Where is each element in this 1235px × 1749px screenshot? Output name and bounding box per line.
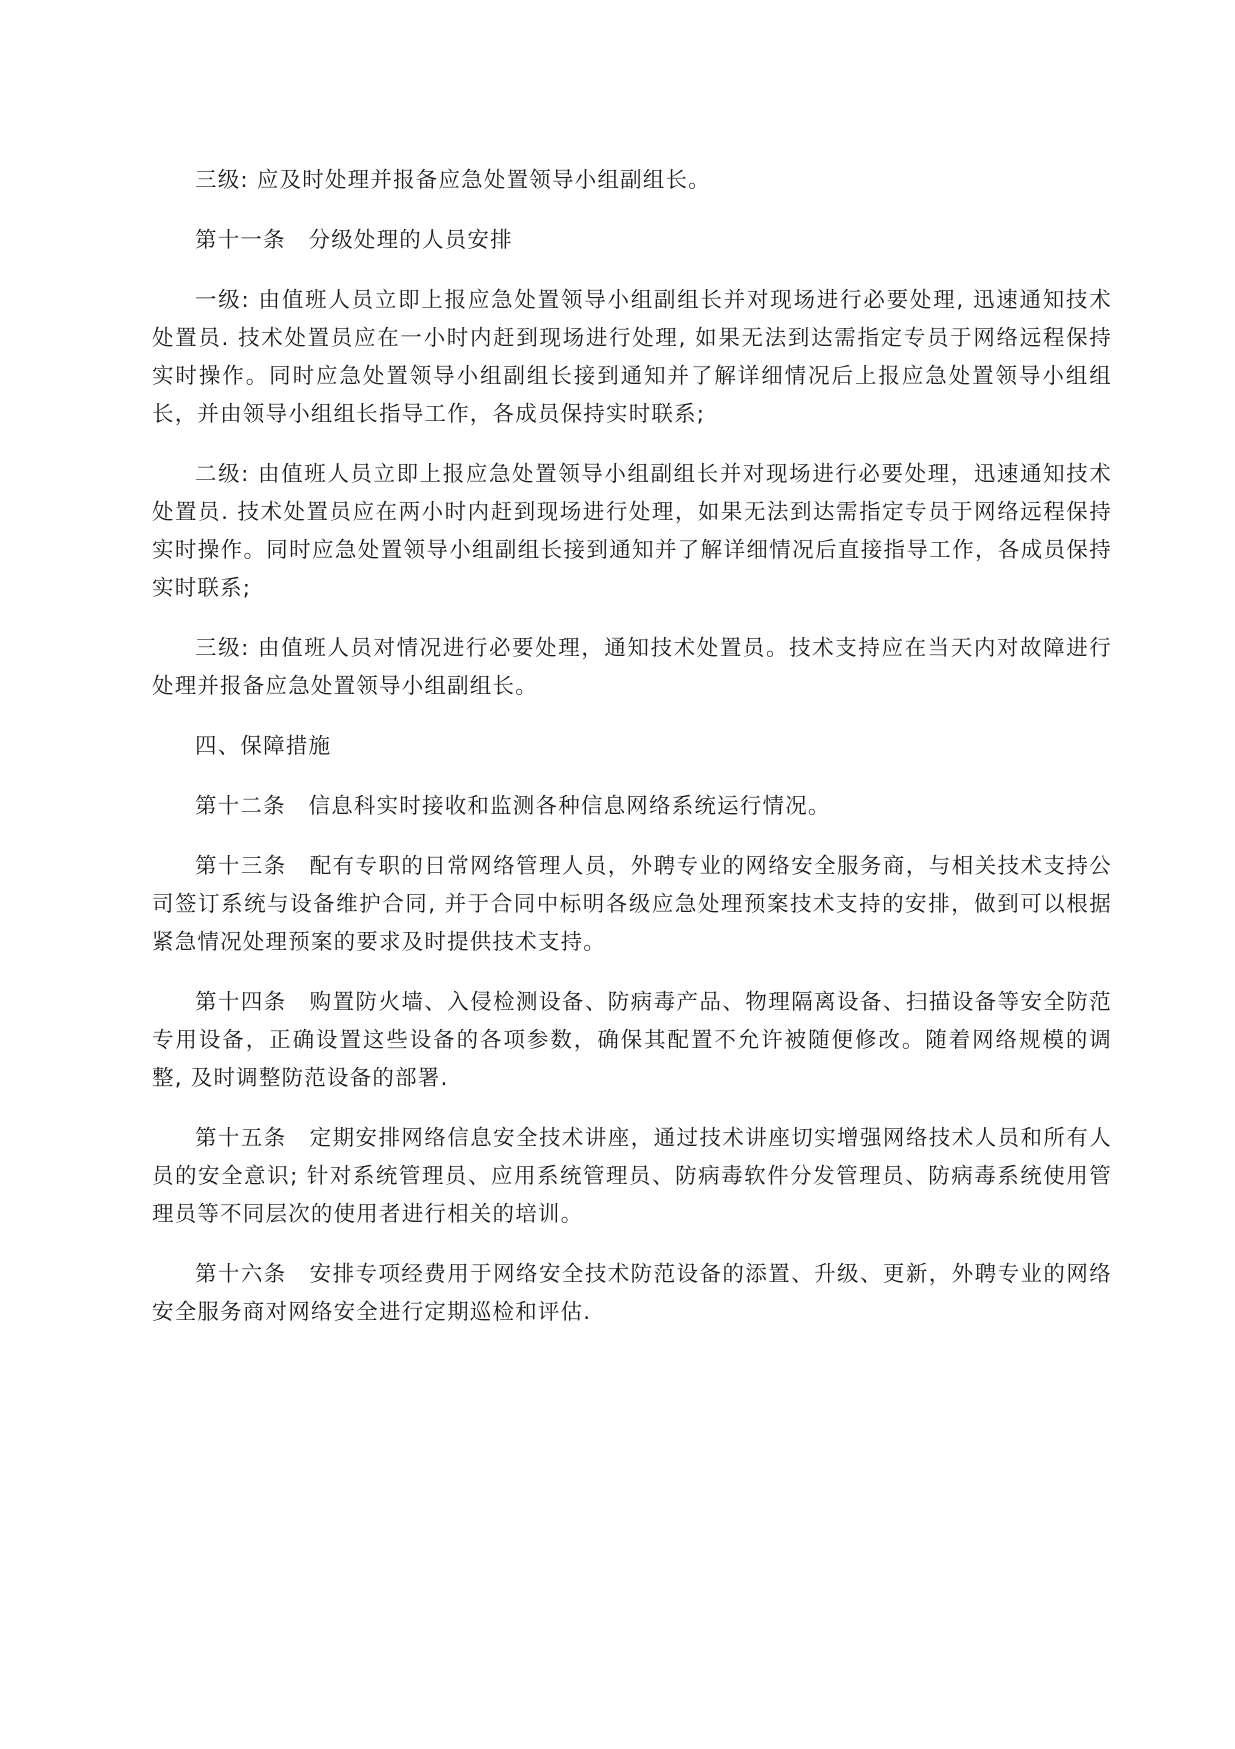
document-body [152, 162, 1112, 1332]
article-11-heading: 第十一条 分级处理的人员安排 [195, 228, 513, 253]
article-12: 第十二条 信息科实时接收和监测各种信息网络系统运行情况。 [195, 794, 831, 819]
paragraph-level1-staffing: 一级: 由值班人员立即上报应急处置领导小组副组长并对现场进行必要处理, 迅速通知技术处置员. 技术处置员应在一小时内赶到现场进行处理, 如果无法到达需指定专员于网络远程保持实时操作。同时应急处置领导小组副组长接到通知并了解详细情况后上报应急处置领导小组组长，并由领导小组组长指导工作，各成员保持实时联系; [152, 288, 1112, 427]
article-15: 第十五条 定期安排网络信息安全技术讲座，通过技术讲座切实增强网络技术人员和所有人员的安全意识; 针对系统管理员、应用系统管理员、防病毒软件分发管理员、防病毒系统使用管理员等不同层次的使用者进行相关的培训。 [152, 1126, 1112, 1227]
article-16: 第十六条 安排专项经费用于网络安全技术防范设备的添置、升级、更新，外聘专业的网络安全服务商对网络安全进行定期巡检和评估. [152, 1262, 1112, 1325]
article-13: 第十三条 配有专职的日常网络管理人员，外聘专业的网络安全服务商，与相关技术支持公司签订系统与设备维护合同, 并于合同中标明各级应急处理预案技术支持的安排，做到可以根据紧急情况处理预案的要求及时提供技术支持。 [152, 854, 1112, 955]
paragraph-level3-handling: 三级: 应及时处理并报备应急处置领导小组副组长。 [195, 168, 711, 193]
paragraph-level2-staffing: 二级: 由值班人员立即上报应急处置领导小组副组长并对现场进行必要处理，迅速通知技术处置员. 技术处置员应在两小时内赶到现场进行处理，如果无法到达需指定专员于网络远程保持实时操作。同时应急处置领导小组副组长接到通知并了解详细情况后直接指导工作，各成员保持实时联系; [152, 462, 1112, 601]
paragraph-level3-staffing: 三级: 由值班人员对情况进行必要处理，通知技术处置员。技术支持应在当天内对故障进行处理并报备应急处置领导小组副组长。 [152, 636, 1112, 699]
article-14: 第十四条 购置防火墙、入侵检测设备、防病毒产品、物理隔离设备、扫描设备等安全防范专用设备，正确设置这些设备的各项参数，确保其配置不允许被随便修改。随着网络规模的调整, 及时调整防范设备的部署. [152, 990, 1112, 1091]
section-4-heading: 四、保障措施 [195, 734, 332, 759]
